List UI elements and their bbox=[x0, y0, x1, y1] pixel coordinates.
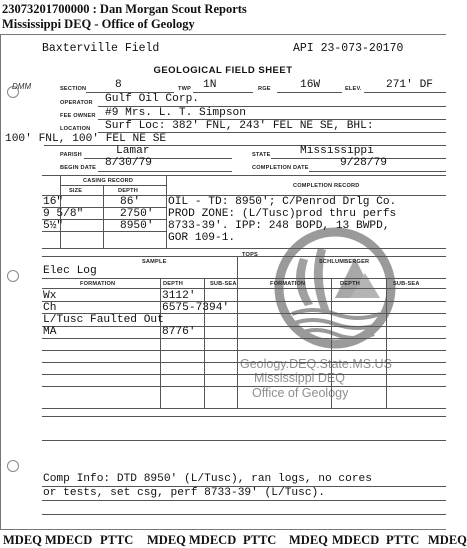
fee-owner-label: FEE OWNER bbox=[60, 113, 96, 119]
state-value: Mississippi bbox=[300, 145, 374, 157]
sample-depth-label: DEPTH bbox=[163, 281, 183, 287]
casing-size: 5½" bbox=[43, 220, 64, 232]
footer-item: MDEQ bbox=[147, 533, 186, 547]
begin-date-label: BEGIN DATE bbox=[60, 165, 97, 171]
rge-label: RGE bbox=[258, 86, 271, 92]
fee-owner-value: #9 Mrs. L. T. Simpson bbox=[105, 107, 246, 119]
tops-depth: 3112' bbox=[162, 290, 196, 302]
operator-value: Gulf Oil Corp. bbox=[105, 93, 199, 105]
footer-item: MDEQ bbox=[3, 533, 42, 547]
footer-item: PTTC bbox=[100, 533, 134, 547]
casing-record-label: CASING RECORD bbox=[83, 178, 134, 184]
casing-depth: 2750' bbox=[120, 208, 154, 220]
section-label: SECTION bbox=[60, 86, 87, 92]
punch-hole-bottom bbox=[7, 460, 19, 472]
tops-depth: 6575-7394' bbox=[162, 302, 230, 314]
twp-value: 1N bbox=[203, 79, 217, 91]
casing-size: 16" bbox=[43, 196, 64, 208]
footer-item: MDECD bbox=[45, 533, 93, 547]
footer-item: MDEQ bbox=[289, 533, 328, 547]
punch-hole-middle bbox=[7, 270, 19, 282]
elev-label: ELEV. bbox=[345, 86, 362, 92]
casing-size-label: SIZE bbox=[69, 188, 83, 194]
location-line-1: Surf Loc: 382' FNL, 243' FEL NE SE, BHL: bbox=[105, 120, 374, 132]
casing-depth-label: DEPTH bbox=[118, 188, 138, 194]
tops-formation: MA bbox=[43, 326, 57, 338]
completion-date-value: 9/28/79 bbox=[340, 157, 387, 169]
schlumberger-label: SCHLUMBERGER bbox=[319, 259, 370, 265]
completion-line: PROD ZONE: (L/Tusc)prod thru perfs bbox=[168, 208, 397, 220]
footer-item: PTTC bbox=[386, 533, 420, 547]
completion-line: OIL - TD: 8950'; C/Penrod Drlg Co. bbox=[168, 196, 397, 208]
field-name: Baxterville Field bbox=[42, 42, 160, 55]
footer-item: MDECD bbox=[189, 533, 237, 547]
tops-formation: Ch bbox=[43, 302, 57, 314]
casing-size: 9 5/8" bbox=[43, 208, 84, 220]
casing-depth: 86' bbox=[120, 196, 141, 208]
completion-record-label: COMPLETION RECORD bbox=[293, 183, 360, 189]
footer-item: PTTC bbox=[243, 533, 277, 547]
report-title: 23073201700000 : Dan Morgan Scout Reports bbox=[2, 2, 247, 16]
report-subtitle: Mississippi DEQ - Office of Geology bbox=[2, 17, 195, 31]
location-label: LOCATION bbox=[60, 126, 91, 132]
completion-line: GOR 109-1. bbox=[168, 232, 236, 244]
completion-line: 8733-39'. IPP: 248 BOPD, 13 BWPD, bbox=[168, 220, 390, 232]
casing-depth: 8950' bbox=[120, 220, 154, 232]
sample-subsea-label: SUB-SEA bbox=[210, 281, 237, 287]
sample-label: SAMPLE bbox=[142, 259, 167, 265]
footer-item: MDECD bbox=[332, 533, 380, 547]
schlumberger-formation-label: FORMATION bbox=[270, 281, 306, 287]
tops-formation: L/Tusc Faulted Out bbox=[43, 314, 164, 326]
operator-label: OPERATOR bbox=[60, 100, 93, 106]
twp-label: TWP bbox=[178, 86, 192, 92]
tops-formation: Wx bbox=[43, 290, 57, 302]
watermark-agency: Mississippi DEQ bbox=[254, 371, 345, 385]
comp-info-line-1: Comp Info: DTD 8950' (L/Tusc), ran logs, no cores bbox=[43, 473, 372, 485]
section-value: 8 bbox=[115, 79, 122, 91]
api-number: API 23-073-20170 bbox=[293, 42, 404, 55]
begin-date-value: 8/30/79 bbox=[105, 157, 152, 169]
footer-item: MDEQ bbox=[428, 533, 467, 547]
schlumberger-subsea-label: SUB-SEA bbox=[393, 281, 420, 287]
parish-value: Lamar bbox=[116, 145, 150, 157]
elev-value: 271' DF bbox=[386, 79, 433, 91]
parish-label: PARISH bbox=[60, 152, 82, 158]
tops-depth: 8776' bbox=[162, 326, 196, 338]
tops-label: TOPS bbox=[242, 252, 258, 258]
completion-date-label: COMPLETION DATE bbox=[252, 165, 309, 171]
elec-log-label: Elec Log bbox=[43, 265, 97, 277]
comp-info-line-2: or tests, set csg, perf 8733-39' (L/Tusc). bbox=[43, 487, 325, 499]
schlumberger-depth-label: DEPTH bbox=[340, 281, 360, 287]
location-line-2: 100' FNL, 100' FEL NE SE bbox=[5, 133, 167, 145]
initials-stamp: DMM bbox=[12, 82, 32, 91]
watermark-url: Geology.DEQ.State.MS.US bbox=[240, 357, 392, 371]
watermark-office: Office of Geology bbox=[252, 386, 349, 400]
state-label: STATE bbox=[252, 152, 271, 158]
sheet-title: GEOLOGICAL FIELD SHEET bbox=[153, 65, 293, 76]
rge-value: 16W bbox=[300, 79, 321, 91]
sample-formation-label: FORMATION bbox=[80, 281, 116, 287]
